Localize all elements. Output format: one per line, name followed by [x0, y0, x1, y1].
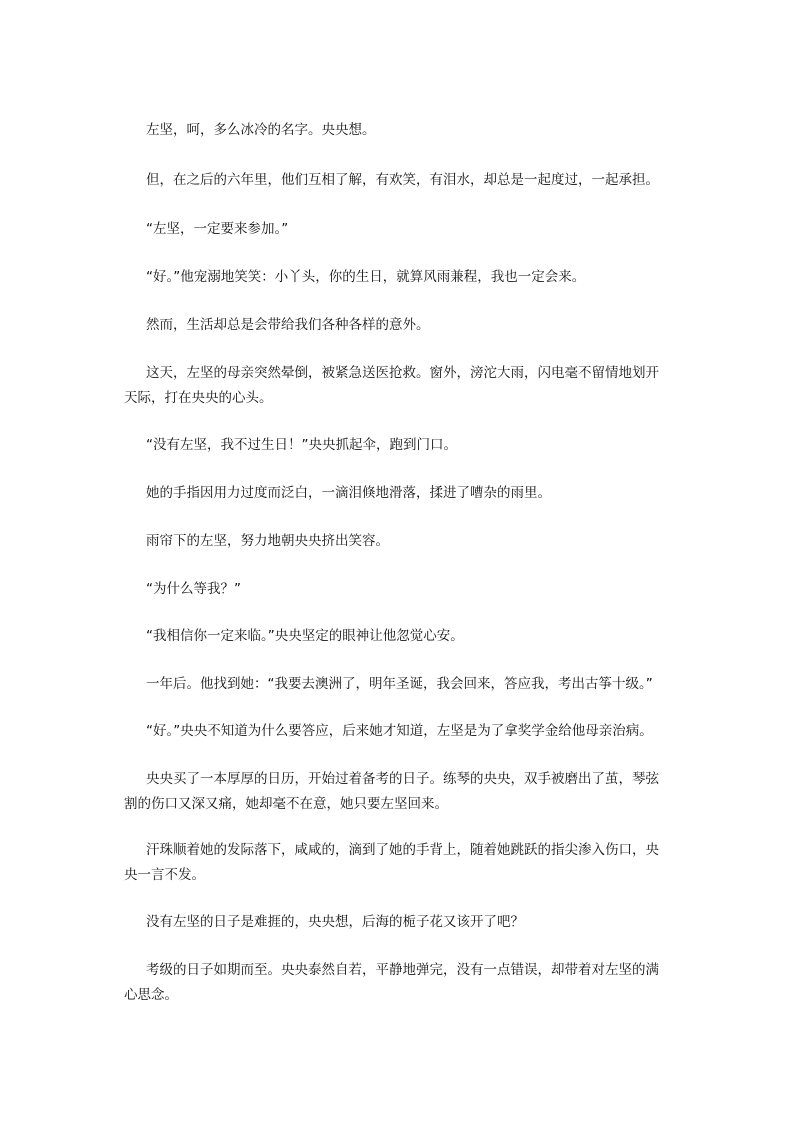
- paragraph-14: [124, 767, 691, 817]
- paragraph-4: [146, 265, 691, 290]
- paragraph-15-line-1: 汗珠顺着她的发际落下，咸咸的，滴到了她的手背上，随着她跳跃的指尖渗入伤口，央: [146, 842, 659, 858]
- paragraph-6-line-1: 这天，左坚的母亲突然晕倒，被紧急送医抢救。窗外，滂沱大雨，闪电毫不留情地划开: [146, 365, 659, 381]
- paragraph-1-line-1: 左坚，呵，多么冰冷的名字。央央想。: [146, 122, 376, 138]
- paragraph-5: [146, 313, 691, 338]
- paragraph-9: [146, 529, 691, 554]
- paragraph-13: [146, 719, 691, 744]
- paragraph-14-line-1: 央央买了一本厚厚的日历，开始过着备考的日子。练琴的央央，双手被磨出了茧，琴弦: [146, 771, 659, 787]
- paragraph-11-line-1: “我相信你一定来临。”央央坚定的眼神让他忽觉心安。: [146, 628, 464, 644]
- paragraph-16: [146, 910, 691, 935]
- paragraph-3-line-1: “左坚，一定要来参加。”: [146, 221, 289, 237]
- paragraph-8: [146, 481, 691, 506]
- paragraph-12-line-1: 一年后。他找到她：“我要去澳洲了，明年圣诞，我会回来，答应我，考出古筝十级。”: [146, 676, 653, 692]
- paragraph-5-line-1: 然而，生活却总是会带给我们各种各样的意外。: [146, 317, 430, 333]
- paragraph-17-line-1: 考级的日子如期而至。央央泰然自若，平静地弹完，没有一点错误，却带着对左坚的满: [146, 962, 659, 978]
- paragraph-1: [146, 118, 691, 143]
- paragraph-17: [124, 958, 691, 1008]
- paragraph-3: [146, 217, 691, 242]
- paragraph-7: [146, 433, 691, 458]
- paragraph-6-line-2: 天际，打在央央的心头。: [124, 390, 273, 406]
- paragraph-15: [124, 838, 691, 888]
- paragraph-14-line-2: 割的伤口又深又痛，她却毫不在意，她只要左坚回来。: [124, 796, 448, 812]
- paragraph-15-line-2: 央一言不发。: [124, 867, 205, 883]
- paragraph-8-line-1: 她的手指因用力过度而泛白，一滴泪倏地滑落，揉进了嘈杂的雨里。: [146, 485, 551, 501]
- paragraph-2-line-1: 但，在之后的六年里，他们互相了解，有欢笑，有泪水，却总是一起度过，一起承担。: [146, 172, 659, 188]
- paragraph-9-line-1: 雨帘下的左坚，努力地朝央央挤出笑容。: [146, 533, 389, 549]
- paragraph-13-line-1: “好。”央央不知道为什么要答应，后来她才知道，左坚是为了拿奖学金给他母亲治病。: [146, 723, 653, 739]
- paragraph-10-line-1: “为什么等我？”: [146, 581, 241, 597]
- paragraph-12: [146, 672, 691, 697]
- paragraph-11: [146, 624, 691, 649]
- paragraph-17-line-2: 心思念。: [124, 987, 178, 1003]
- paragraph-10: [146, 577, 691, 602]
- paragraph-4-line-1: “好。”他宠溺地笑笑：小丫头，你的生日，就算风雨兼程，我也一定会来。: [146, 269, 586, 285]
- paragraph-16-line-1: 没有左坚的日子是难捱的，央央想，后海的栀子花又该开了吧？: [146, 914, 524, 930]
- paragraph-6: [124, 361, 691, 411]
- paragraph-7-line-1: “没有左坚，我不过生日！”央央抓起伞，跑到门口。: [146, 437, 457, 453]
- paragraph-2: [146, 168, 691, 193]
